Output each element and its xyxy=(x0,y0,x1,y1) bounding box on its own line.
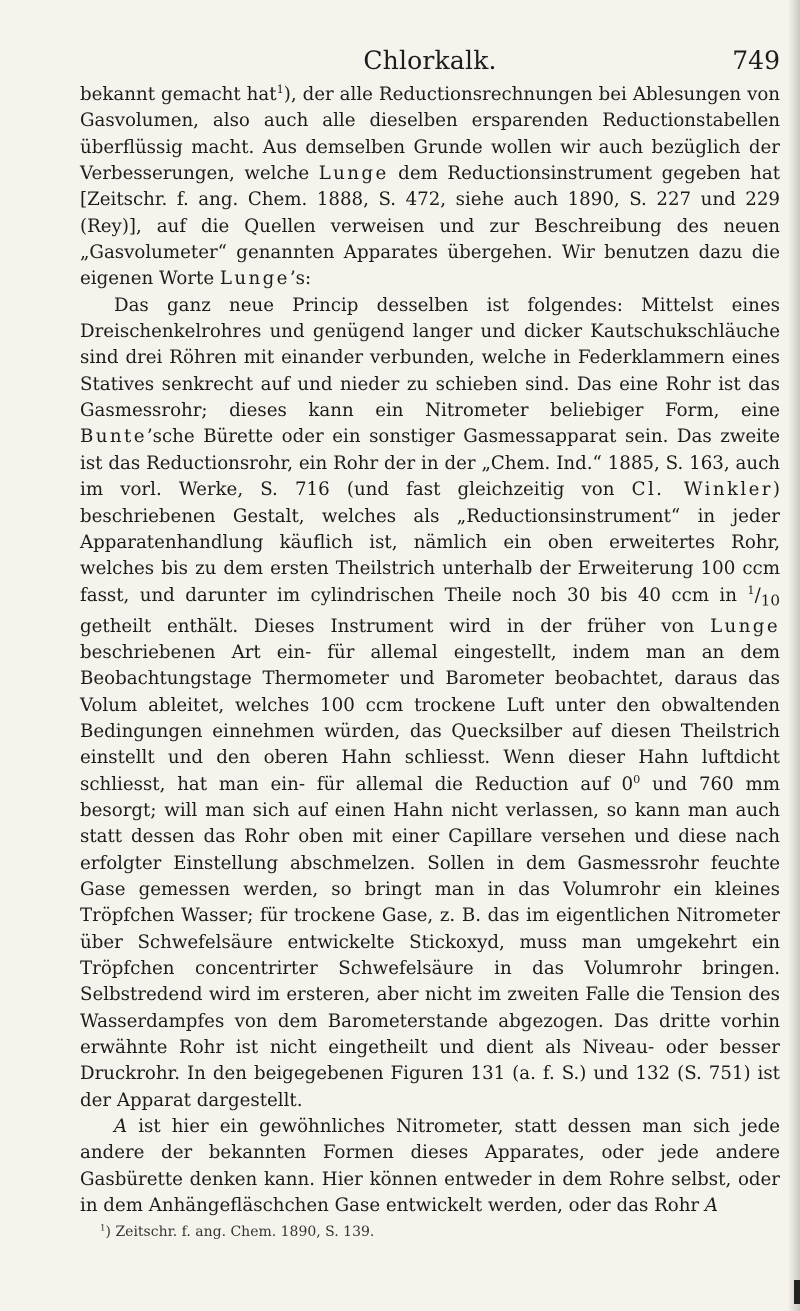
text-run: ), der alle Reductionsrechnungen bei Ablesungen von Gasvolumen, also auch alle dieselben ersparenden Reductionstabellen überflüssig macht. Aus demselben Grunde wollen wir auch bezüglich der Verbesserungen, welche xyxy=(80,84,781,185)
author-name: Lunge xyxy=(318,163,389,185)
text-run: ist hier ein gewöhnliches Nitrometer, statt dessen man sich jede andere der bekannten Formen dieses Apparates, oder jede andere Gasbürette denken kann. Hier können entweder in dem Rohre selbst, oder in dem Anhängefläschchen Gase entwickelt werden, oder das Rohr xyxy=(80,1116,780,1217)
script-text: 0 xyxy=(633,772,641,786)
binding-mark xyxy=(794,1280,800,1304)
footnote-marker: 1 xyxy=(100,1223,106,1234)
paragraph xyxy=(80,1114,780,1219)
author-name: Lunge xyxy=(219,268,290,290)
text-run: ) beschriebenen Gestalt, welches als „Reductionsinstrument“ in jeder Apparatenhandlung käuflich ist, nämlich ein oben erweitertes Rohr, welches bis zu dem ersten Theilstrich unterhalb der Erweiterung 100 ccm fasst, und darunter im cylindrischen Theile noch 30 bis 40 ccm in xyxy=(80,479,780,606)
text-run: getheilt enthält. Dieses Instrument wird in der früher von xyxy=(80,615,711,637)
footnote-text: ) Zeitschr. f. ang. Chem. 1890, S. 139. xyxy=(105,1224,375,1240)
text-run: dem Reductionsinstrument gegeben hat [Zeitschr. f. ang. Chem. 1888, S. 472, siehe auch 1890, S. 227 und 229 (Rey)], auf die Quellen verweisen und zur Beschreibung des neuen „Gasvolumeter“ genannten Apparates übergehen. Wir benutzen dazu die eigenen Worte xyxy=(80,163,781,290)
text-run: A xyxy=(114,1116,128,1138)
script-text: 1 xyxy=(276,82,284,96)
page-number: 749 xyxy=(732,46,780,75)
script-text: 1 xyxy=(747,583,755,597)
page-header xyxy=(80,46,780,82)
body-text xyxy=(80,82,780,1219)
text-run: beschriebenen Art ein- für allemal eingestellt, indem man an dem Beobachtungstage Thermometer und Barometer beobachtet, daraus das Volum ableitet, welches 100 ccm trockene Luft unter den obwaltenden Bedingungen einnehmen würden, das Quecksilber auf diesen Theilstrich einstellt und den oberen Hahn schliesst. Wenn dieser Hahn luftdicht schliesst, hat man ein- für allemal die Reduction auf 0 xyxy=(80,641,780,795)
text-run: und 760 mm besorgt; will man sich auf einen Hahn nicht verlassen, so kann man auch statt dessen das Rohr oben mit einer Capillare versehen und diese nach erfolgter Einstellung abschmelzen. Sollen in dem Gasmessrohr feuchte Gase gemessen werden, so bringt man in das Volumrohr ein kleines Tröpfchen Wasser; für trockene Gase, z. B. das im eigentlichen Nitrometer über Schwefelsäure entwickelte Stickoxyd, muss man umgekehrt ein Tröpfchen concentrirter Schwefelsäure in das Volumrohr bringen. Selbstredend wird im ersteren, aber nicht im zweiten Falle die Tension des Wasserdampfes von dem Barometerstande abgezogen. Das dritte vorhin erwähnte Rohr ist nicht eingetheilt und dient als Niveau- oder besser Druckrohr. In den beigegebenen Figuren 131 (a. f. S.) und 132 (S. 751) ist der Apparat dargestellt. xyxy=(80,773,780,1111)
author-name: Cl. Winkler xyxy=(631,479,773,501)
script-text: 10 xyxy=(760,591,780,610)
footnote xyxy=(100,1222,780,1242)
running-title: Chlorkalk. xyxy=(363,46,497,75)
text-run: Das ganz neue Princip desselben ist folgendes: Mittelst eines Dreischenkelrohres und genügend langer und dicker Kautschukschläuche sind drei Röhren mit einander verbunden, welche in Federklammern eines Statives senkrecht auf und nieder zu schieben sind. Das eine Rohr ist das Gasmessrohr; dieses kann ein Nitrometer beliebiger Form, eine xyxy=(80,294,780,422)
author-name: Bunte xyxy=(80,426,147,448)
text-run: bekannt gemacht hat xyxy=(80,84,277,105)
text-run: ’sche Bürette oder ein sonstiger Gasmessapparat sein. Das zweite ist das Reductionsrohr, ein Rohr der in der „Chem. Ind.“ 1885, S. 163, auch im vorl. Werke, S. 716 (und fast gleichzeitig von xyxy=(80,426,780,501)
paragraph xyxy=(80,82,780,293)
text-run: ’s: xyxy=(289,268,312,290)
page-edge-shadow xyxy=(788,0,800,1311)
author-name: Lunge xyxy=(710,615,780,637)
text-run: A xyxy=(704,1195,719,1217)
text-run: / xyxy=(754,584,761,606)
paragraph xyxy=(80,293,780,1114)
